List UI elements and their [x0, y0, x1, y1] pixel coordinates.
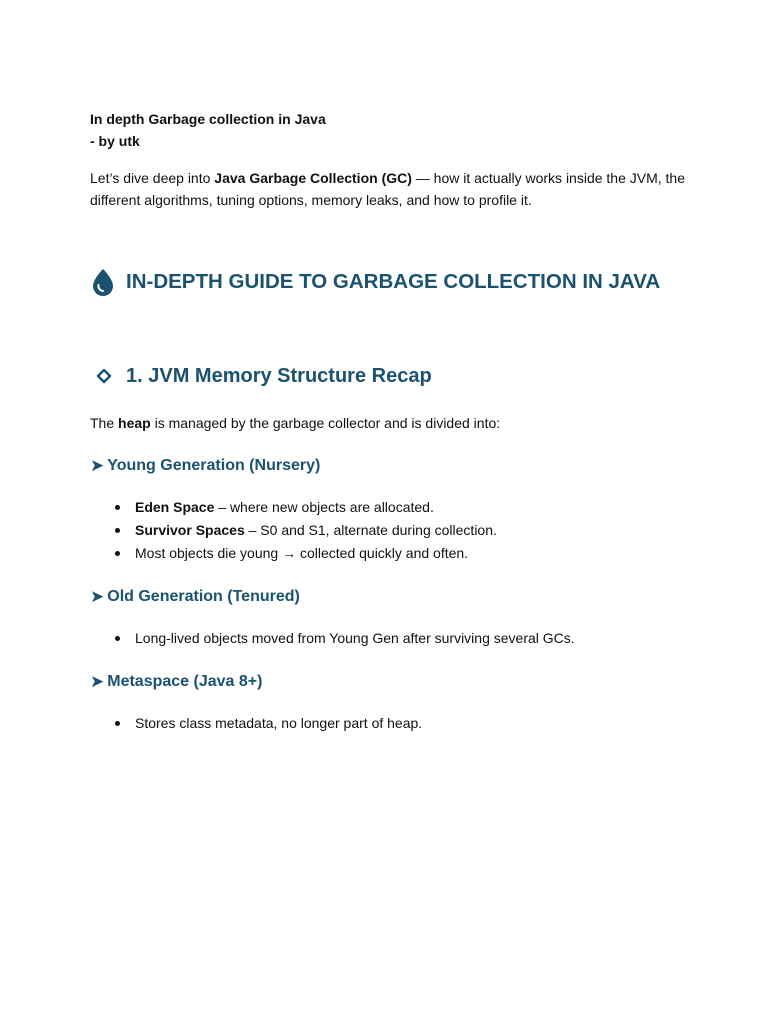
subsection-heading-young-generation: [90, 454, 690, 478]
list-item-text: Long-lived objects moved from Young Gen after surviving several GCs.: [135, 630, 575, 646]
intro-text-end: — how it actually works inside the JVM, the different algorithms, tuning options, memory leaks, and how to profile it.: [90, 170, 685, 208]
young-generation-list: [90, 496, 690, 565]
bullet-icon: [115, 551, 120, 556]
subsection-title: Young Generation (Nursery): [107, 457, 321, 474]
diamond-icon: [96, 368, 112, 384]
subsection-heading-metaspace: [90, 670, 690, 694]
section-heading-text: 1. JVM Memory Structure Recap: [126, 365, 432, 387]
heap-text-start: The: [90, 415, 119, 431]
document-page: [90, 108, 690, 735]
old-generation-list: [90, 627, 690, 650]
arrow-right-icon: ➤: [90, 672, 105, 691]
intro-text-start: Let’s dive deep into: [90, 170, 215, 186]
document-byline: - by utk: [90, 133, 140, 149]
list-item-text: Stores class metadata, no longer part of heap.: [135, 715, 423, 731]
list-item-text: – S0 and S1, alternate during collection.: [244, 522, 497, 538]
metaspace-list: [90, 712, 690, 735]
guide-heading-text: IN-DEPTH GUIDE TO GARBAGE COLLECTION IN JAVA: [126, 270, 661, 293]
list-item: [90, 712, 690, 735]
subsection-title: Old Generation (Tenured): [107, 588, 300, 605]
heap-bold-term: heap: [118, 415, 151, 431]
arrow-right-icon: ➤: [90, 456, 105, 475]
intro-paragraph: [90, 167, 690, 211]
bullet-icon: [115, 636, 120, 641]
list-item: [90, 496, 690, 519]
water-drop-icon: [90, 268, 116, 296]
intro-bold-term: Java Garbage Collection (GC): [214, 170, 412, 186]
list-item-text: – where new objects are allocated.: [214, 499, 434, 515]
arrow-right-icon: ➤: [90, 587, 105, 606]
section-heading-memory-structure: [90, 362, 690, 390]
guide-heading: [90, 268, 690, 296]
list-item: [90, 542, 690, 565]
document-title: In depth Garbage collection in Java: [90, 111, 326, 127]
bullet-icon: [115, 721, 120, 726]
bullet-icon: [115, 505, 120, 510]
heap-paragraph: [90, 412, 690, 434]
subsection-title: Metaspace (Java 8+): [107, 673, 263, 690]
heap-text-end: is managed by the garbage collector and is divided into:: [150, 415, 501, 431]
list-item: [90, 519, 690, 542]
list-item-text: Most objects die young → collected quickly and often.: [135, 545, 469, 561]
subsection-heading-old-generation: [90, 585, 690, 609]
list-item-bold: Survivor Spaces: [135, 522, 245, 538]
bullet-icon: [115, 528, 120, 533]
list-item: [90, 627, 690, 650]
list-item-bold: Eden Space: [135, 499, 215, 515]
